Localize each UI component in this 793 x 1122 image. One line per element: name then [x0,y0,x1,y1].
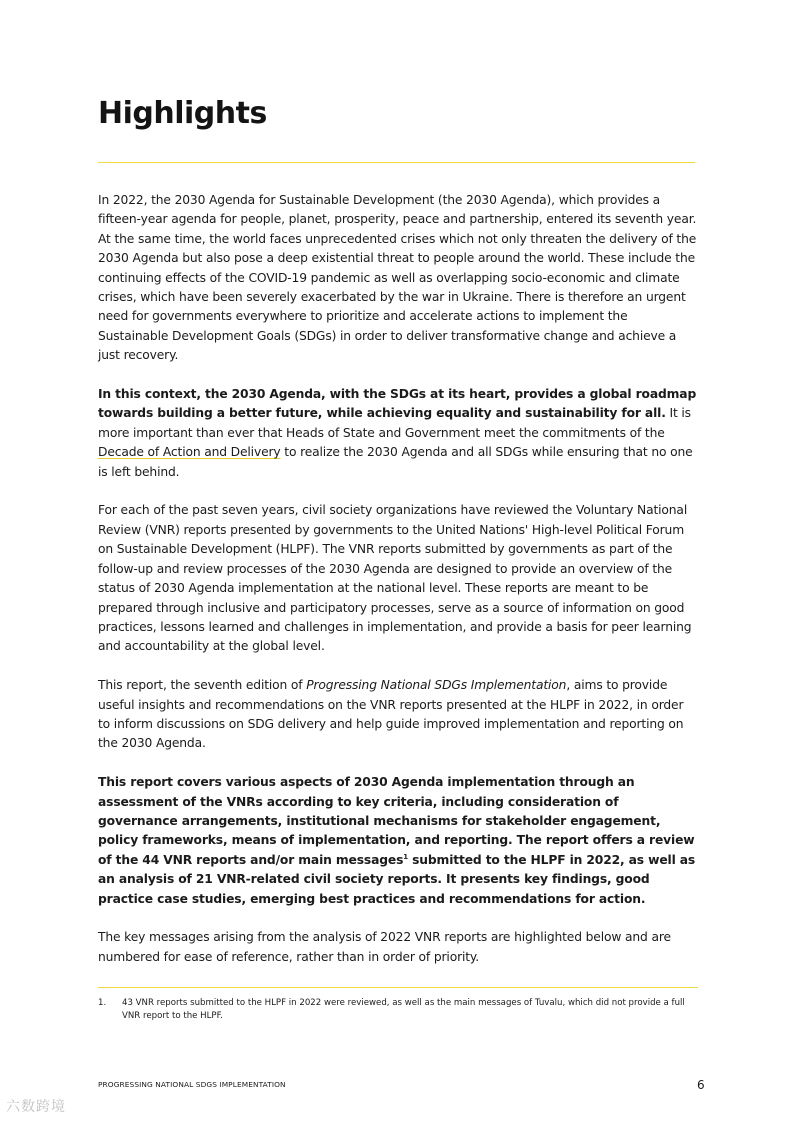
report-title-italic: Progressing National SDGs Implementation [306,678,567,693]
title-divider [98,162,695,163]
paragraph-report-scope-end: submitted to the HLPF in 2022, as well as an analysis of 21 VNR-related civil society reports. It presents key findings, good practice case studies, emerging best practices and recommendations for action. [98,852,696,906]
running-title: PROGRESSING NATIONAL SDGS IMPLEMENTATION [98,1080,286,1089]
paragraph-context-text: It is more important than ever that Heads of State and Government meet the commitments of the [98,406,691,440]
paragraph-report-purpose [98,676,698,754]
footnote-ref[interactable]: 1 [403,852,408,861]
main-content [98,191,698,987]
footnote-number: 1. [98,998,107,1008]
footnote [98,997,698,1023]
watermark-logo: 六数跨境 [6,1099,66,1115]
decade-of-action-link[interactable]: Decade of Action and Delivery [98,445,281,460]
paragraph-report-purpose-end: , aims to provide useful insights and recommendations on the VNR reports presented at the HLPF in 2022, in order to inform discussions on SDG delivery and help guide improved implementation and reporting on the 2030 Agenda. [98,678,684,751]
paragraph-report-scope-bold [98,775,695,905]
page-number: 6 [697,1078,705,1092]
paragraph-context [98,385,698,482]
page-title: Highlights [98,96,267,131]
paragraph-report-scope-start: This report covers various aspects of 2030 Agenda implementation through an assessment of the VNRs according to key criteria, including consideration of governance arrangements, institutional mechanisms for stakeholder engagement, policy frameworks, means of implementation, and reporting. The report offers a review of the 44 VNR reports and/or main messages [98,775,695,867]
paragraph-context-end: to realize the 2030 Agenda and all SDGs while ensuring that no one is left behind. [98,445,693,479]
paragraph-vnr-review: For each of the past seven years, civil society organizations have reviewed the Voluntary National Review (VNR) reports presented by governments to the United Nations' High-level Political Forum on Sustainable Development (HLPF). The VNR reports submitted by governments as part of the follow-up and review processes of the 2030 Agenda are designed to provide an overview of the status of 2030 Agenda implementation at the national level. These reports are meant to be prepared through inclusive and participatory processes, serve as a source of information on good practices, lessons learned and challenges in implementation, and provide a basis for peer learning and accountability at the global level. [98,503,692,654]
paragraph-context-bold: In this context, the 2030 Agenda, with the SDGs at its heart, provides a global roadmap towards building a better future, while achieving equality and sustainability for all. [98,387,697,421]
footnote-text: 43 VNR reports submitted to the HLPF in 2022 were reviewed, as well as the main messages of Tuvalu, which did not provide a full VNR report to the HLPF. [122,998,685,1021]
paragraph-report-scope [98,773,698,909]
paragraph-intro: In 2022, the 2030 Agenda for Sustainable Development (the 2030 Agenda), which provides a fifteen-year agenda for people, planet, prosperity, peace and partnership, entered its seventh year. At the same time, the world faces unprecedented crises which not only threaten the delivery of the 2030 Agenda but also pose a deep existential threat to people around the world. These include the continuing effects of the COVID-19 pandemic as well as overlapping socio-economic and climate crises, which have been severely exacerbated by the war in Ukraine. There is therefore an urgent need for governments everywhere to prioritize and accelerate actions to implement the Sustainable Development Goals (SDGs) in order to deliver transformative change and achieve a just recovery. [98,193,697,363]
paragraph-report-purpose-start: This report, the seventh edition of [98,678,307,693]
footnote-divider [98,987,698,988]
paragraph-key-messages: The key messages arising from the analysis of 2022 VNR reports are highlighted below and are numbered for ease of reference, rather than in order of priority. [98,930,671,964]
